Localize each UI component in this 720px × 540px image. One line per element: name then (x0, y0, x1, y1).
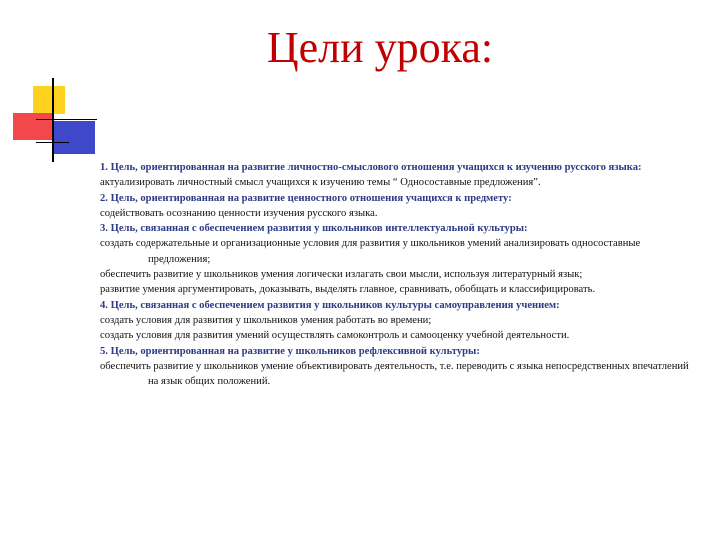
deco-yellow-square (33, 86, 65, 114)
goal-item: актуализировать личностный смысл учащихся к изучению темы “ Односоставные предложения”. (100, 177, 541, 189)
goal-item: развитие умения аргументировать, доказывать, выделять главное, сравнивать, обобщать и классифицировать. (100, 284, 596, 296)
goal-heading-1: 1. Цель, ориентированная на развитие личностно-смыслового отношения учащихся к изучению русского языка: (100, 162, 642, 173)
deco-red-square (13, 113, 53, 140)
goal-heading-2: 2. Цель, ориентированная на развитие ценностного отношения учащихся к предмету: (100, 192, 512, 204)
deco-horizontal-line-lower (36, 142, 69, 143)
goal-heading-3: 3. Цель, связанная с обеспечением развития у школьников интеллектуальной культуры: (100, 223, 528, 235)
goal-heading-4: 4. Цель, связанная с обеспечением развития у школьников культуры самоуправления учением: (100, 299, 560, 311)
goal-heading-5: 5. Цель, ориентированная на развитие у школьников рефлексивной культуры: (100, 345, 480, 357)
goal-item: создать содержательные и организационные условия для развития у школьников умений анализировать односоставные предложения; (100, 238, 641, 265)
deco-blue-square (52, 121, 95, 154)
deco-horizontal-line (36, 119, 97, 120)
slide-title: Цели урока: (266, 23, 494, 72)
goal-item: содействовать осознанию ценности изучения русского языка. (100, 207, 378, 219)
goal-item: создать условия для развития у школьников умения работать во времени; (100, 314, 432, 326)
goals-text (100, 160, 692, 389)
deco-vertical-line (52, 78, 54, 162)
goal-item: обеспечить развитие у школьников умения логически излагать свои мысли, используя литературный язык; (100, 269, 583, 281)
goal-item: обеспечить развитие у школьников умение объективировать деятельность, т.е. переводить с языка непосредственных впечатлений на язык общих положений. (100, 360, 689, 388)
goal-item: создать условия для развития умений осуществлять самоконтроль и самооценку учебной деятельности. (100, 330, 570, 342)
